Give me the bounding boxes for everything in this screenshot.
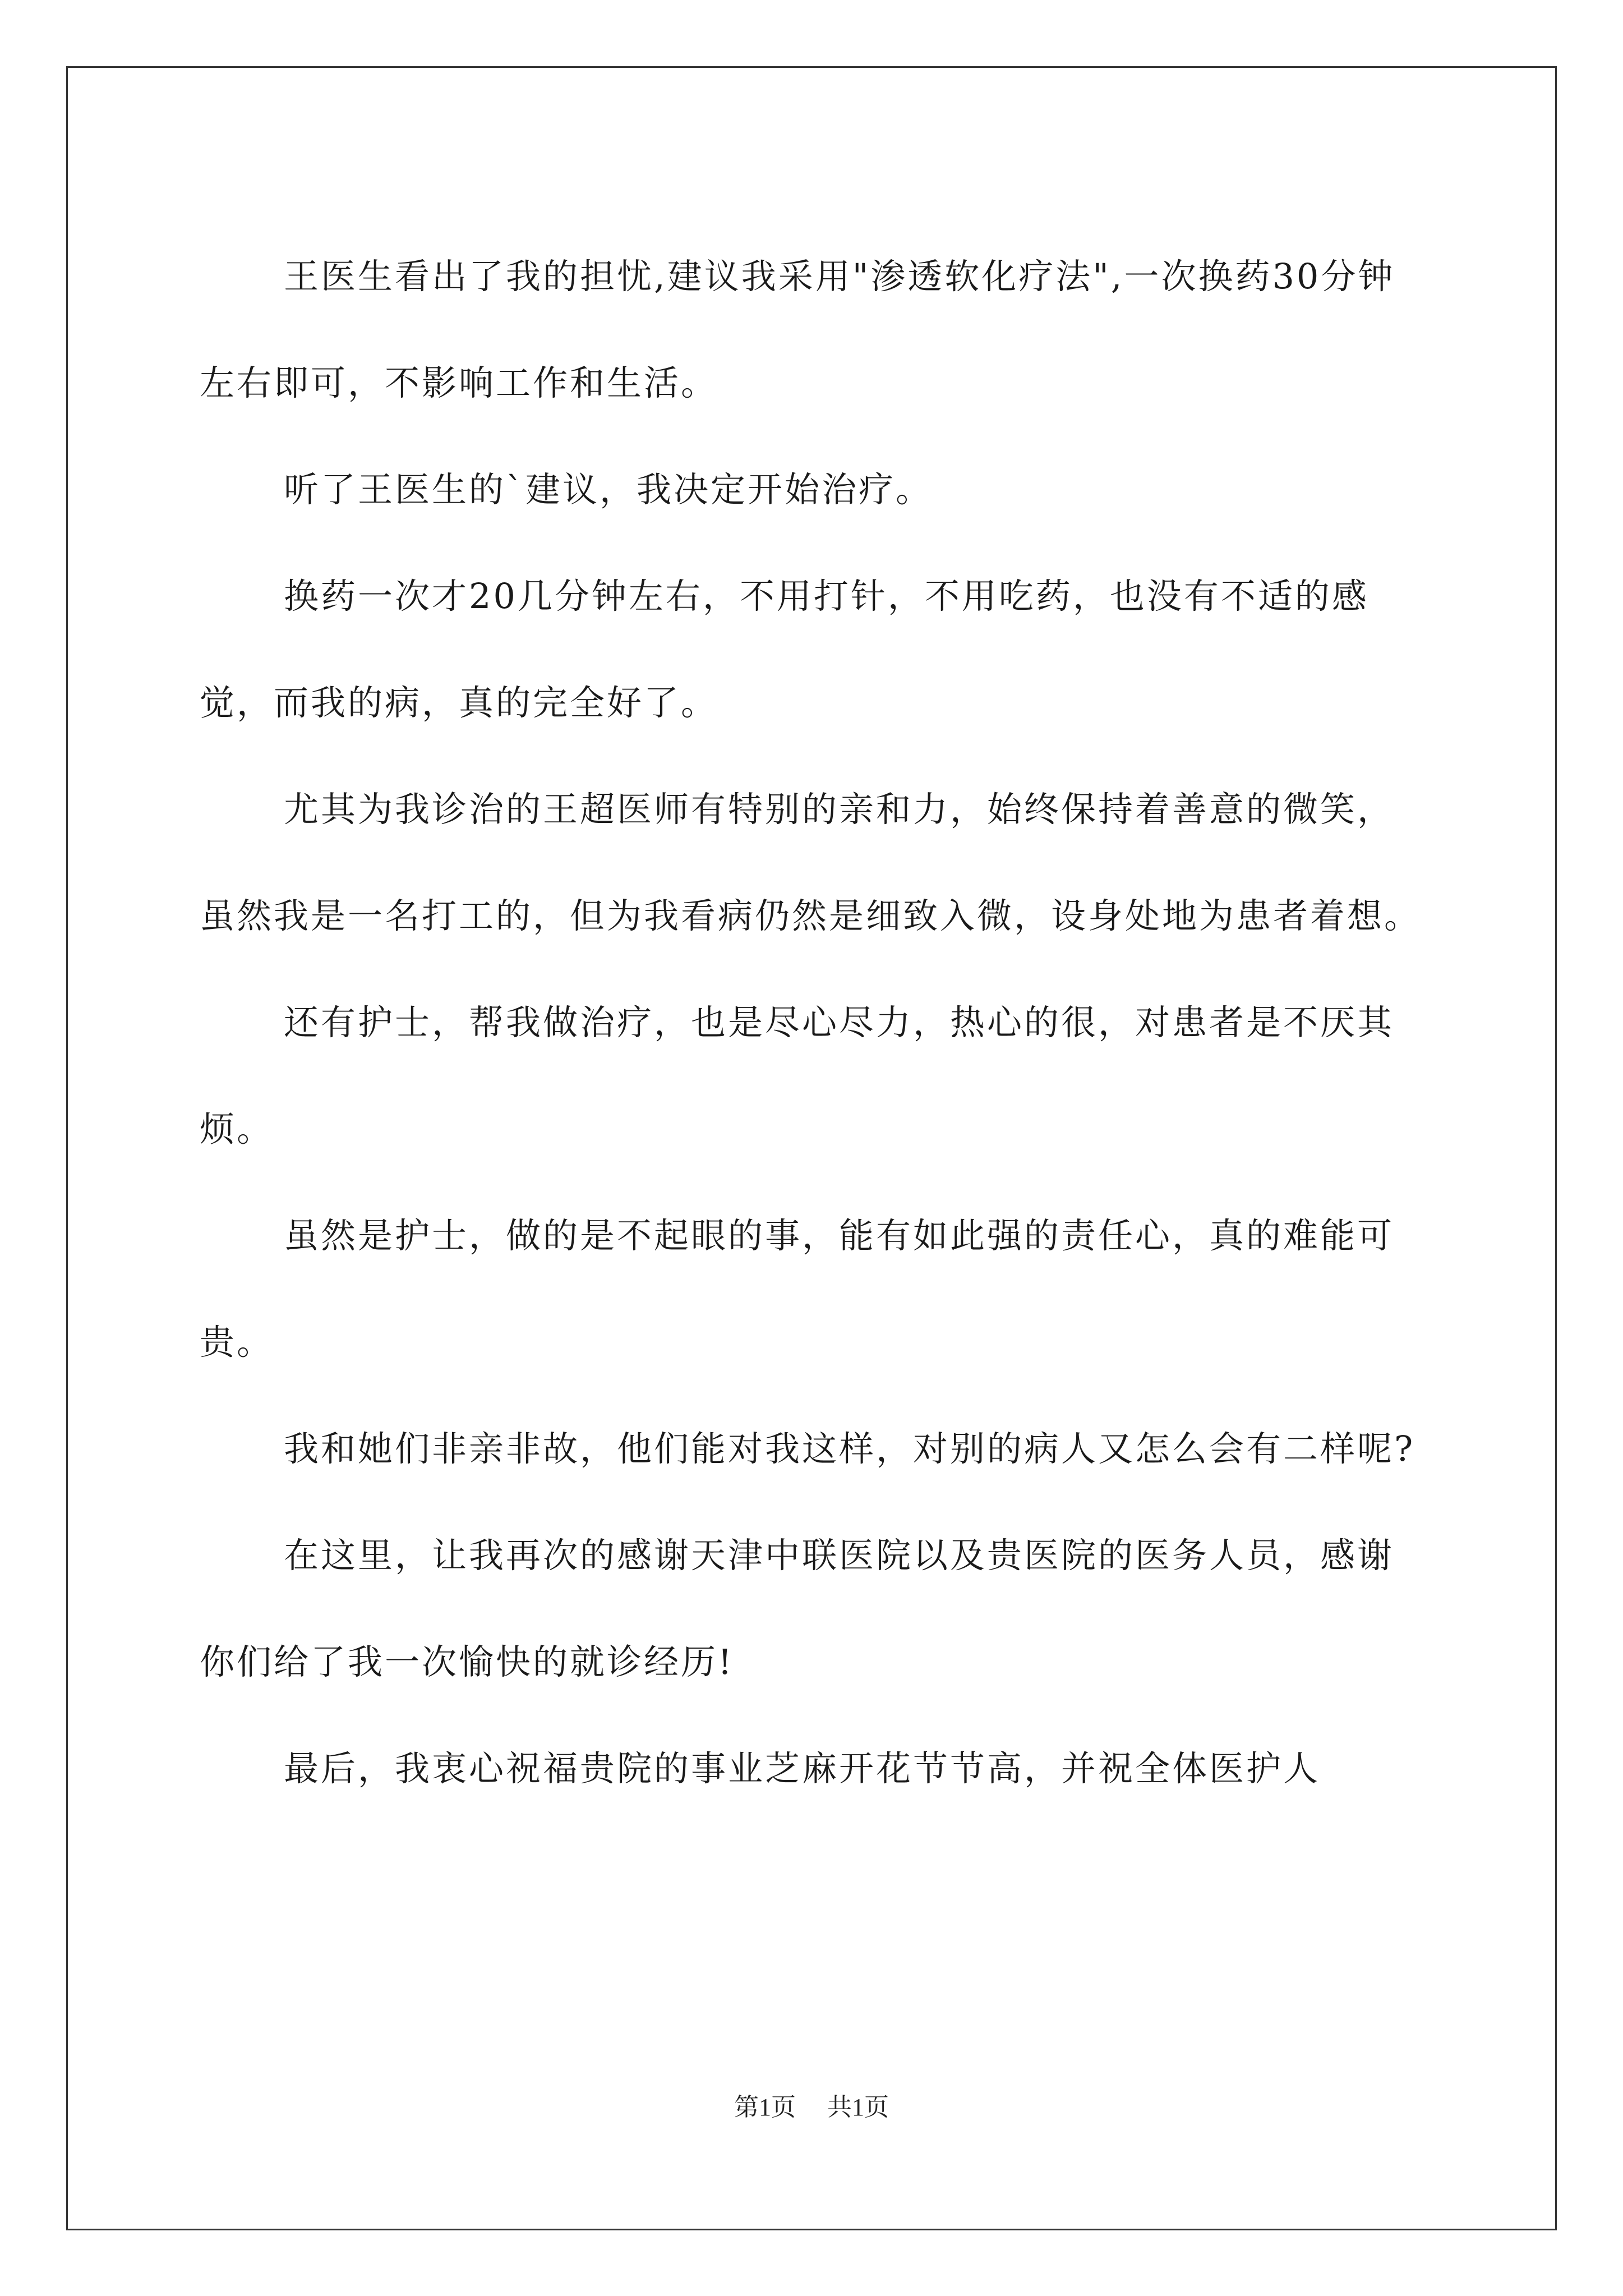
paragraph: 尤其为我诊治的王超医师有特别的亲和力，始终保持着善意的微笑，虽然我是一名打工的，但为我看病仍然是细致入微，设身处地为患者着想。 (200, 789, 1422, 936)
page-number-current: 第1页 (734, 2093, 796, 2121)
paragraph: 听了王医生的`建议，我决定开始治疗。 (284, 469, 933, 510)
paragraph: 在这里，让我再次的感谢天津中联医院以及贵医院的医务人员，感谢你们给了我一次愉快的就诊经历! (200, 1535, 1395, 1682)
paragraph: 王医生看出了我的担忧,建议我采用"渗透软化疗法",一次换药30分钟左右即可，不影响工作和生活。 (200, 256, 1395, 403)
paragraph: 还有护士，帮我做治疗，也是尽心尽力，热心的很，对患者是不厌其烦。 (200, 1002, 1395, 1149)
paragraph: 换药一次才20几分钟左右，不用打针，不用吃药，也没有不适的感觉，而我的病，真的完全好了。 (200, 576, 1369, 723)
page-number-total: 共1页 (827, 2093, 889, 2121)
page-footer (0, 2087, 1623, 2123)
paragraph: 我和她们非亲非故，他们能对我这样，对别的病人又怎么会有二样呢? (284, 1428, 1415, 1469)
paragraph: 最后，我衷心祝福贵院的事业芝麻开花节节高，并祝全体医护人 (284, 1748, 1321, 1789)
document-body (200, 223, 1428, 1822)
paragraph: 虽然是护士，做的是不起眼的事，能有如此强的责任心，真的难能可贵。 (200, 1215, 1395, 1363)
